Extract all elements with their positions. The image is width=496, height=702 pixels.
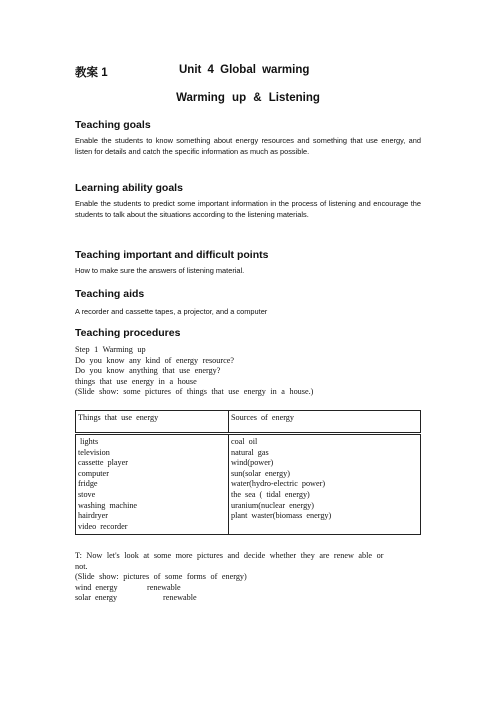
important-points-section [75,249,421,276]
after-table-section [75,551,421,604]
list-item: sun(solar energy) [231,468,290,478]
section-title: Warming up & Listening [176,92,320,104]
list-item: natural gas [231,447,269,457]
list-item: video recorder [78,521,128,531]
learning-ability-goals-text: Enable the students to predict some important information in the process of listening and encourage the students to talk about the situations according to the listening materials. [75,199,421,220]
sources-cell [229,434,421,535]
list-item: stove [78,489,96,499]
list-item: wind(power) [231,458,274,468]
question-line: things that use energy in a house [75,376,197,386]
title-row [75,64,455,82]
step-line: Step 1 Warming up [75,345,146,354]
list-item: hairdryer [78,511,109,521]
teaching-goals-heading: Teaching goals [75,119,151,131]
teacher-line: T: Now let's look at some more pictures and decide whether they are renew able or [75,551,384,560]
list-item: lights [80,437,99,446]
energy-table [75,410,421,535]
slide-note: (Slide show: pictures of some forms of energy) [75,572,247,582]
table-row [76,434,421,535]
teaching-aids-text: A recorder and cassette tapes, a projector, and a computer [75,307,268,316]
learning-ability-goals-section [75,182,421,220]
slide-note: (Slide show: some pictures of things that use energy in a house.) [75,387,314,397]
energy-form-name: solar energy [75,593,118,603]
list-item: washing machine [78,500,138,510]
teaching-aids-section [75,288,421,317]
things-cell [76,434,229,535]
energy-form-name: wind energy [75,582,118,592]
important-points-text: How to make sure the answers of listening material. [75,266,245,275]
procedures-section [75,327,421,398]
list-item: the sea ( tidal energy) [231,489,310,499]
teacher-line-cont: not. [75,561,88,571]
list-item: water(hydro-electric power) [231,479,326,489]
unit-title: Unit 4 Global warming [179,64,310,76]
teaching-goals-section [75,119,421,157]
procedures-heading: Teaching procedures [75,327,181,339]
learning-ability-goals-heading: Learning ability goals [75,182,183,194]
list-item: coal oil [231,437,258,446]
list-item: television [78,447,110,457]
energy-form-status: renewable [147,582,181,592]
teaching-aids-heading: Teaching aids [75,288,145,300]
lesson-label: 教案 1 [75,67,108,79]
important-points-heading: Teaching important and difficult points [75,249,269,261]
list-item: plant waster(biomass energy) [231,511,332,521]
table-header-cell: Sources of energy [229,411,421,434]
list-item: uranium(nuclear energy) [231,500,315,510]
teaching-goals-text: Enable the students to know something about energy resources and something that use energy, and listen for details and catch the specific information as much as possible. [75,136,421,157]
energy-form-status: renewable [163,593,197,603]
energy-table-wrapper [75,410,421,535]
energy-form-row [75,583,421,594]
question-line: Do you know anything that use energy? [75,366,221,376]
list-item: cassette player [78,458,128,468]
list-item: computer [78,468,109,478]
question-line: Do you know any kind of energy resource? [75,355,234,365]
table-header-cell: Things that use energy [76,411,229,434]
list-item: fridge [78,479,98,489]
table-header-row [76,411,421,434]
energy-form-row [75,593,421,604]
